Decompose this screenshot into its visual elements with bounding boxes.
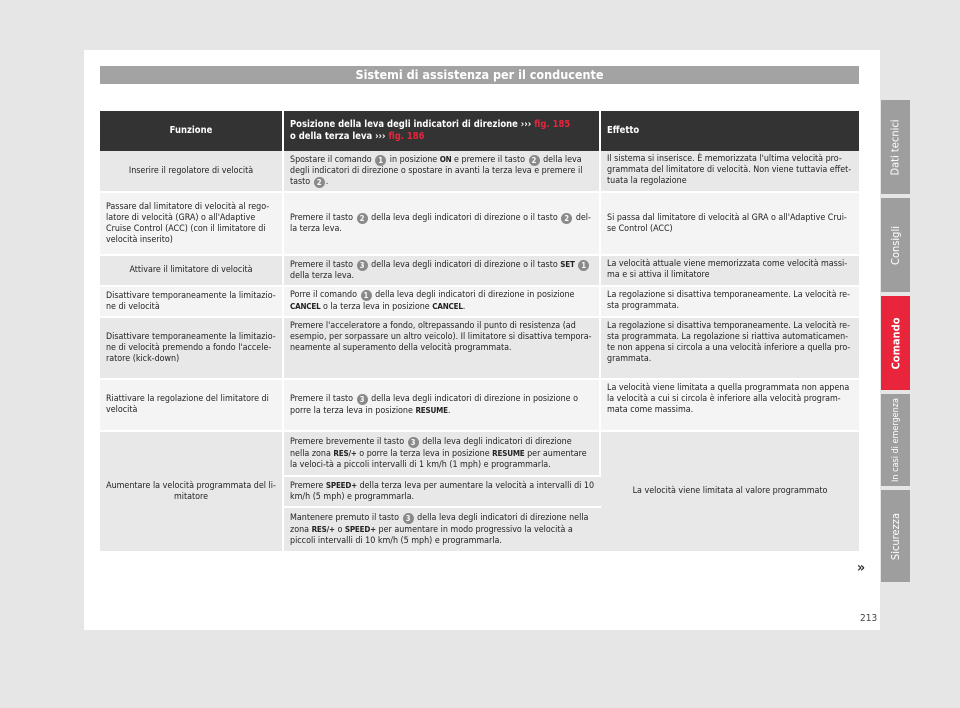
function-table: [100, 111, 859, 553]
number-badge: 1: [578, 260, 589, 271]
cell-effetto: Si passa dal limitatore di velocità al GRA o all'Adaptive Crui-se Control (ACC): [601, 193, 859, 256]
number-badge: 1: [361, 290, 372, 301]
key-res-plus: RES/+: [311, 524, 335, 534]
cell-funzione: Inserire il regolatore di velocità: [100, 151, 284, 193]
cell-effetto: La velocità attuale viene memorizzata come velocità massi-ma e si attiva il limitatore: [601, 256, 859, 287]
cell-funzione: Passare dal limitatore di velocità al rego-latore di velocità (GRA) o all'Adaptive Cruise Control (ACC) (con il limitatore di velocità inserito): [100, 193, 284, 256]
key-set: SET: [560, 260, 575, 269]
text: della terza leva per aumentare la velocità a intervalli di 10 km/h (5 mph) e programmarla.: [290, 481, 595, 502]
page-number: 213: [860, 613, 878, 624]
sidebar-tab-emergenza[interactable]: [881, 394, 910, 486]
cell-funzione: Disattivare temporaneamente la limitazio-ne di velocità: [100, 287, 284, 318]
cell-funzione: Aumentare la velocità programmata del li-mitatore: [100, 432, 284, 553]
text: della leva degli indicatori di direzione o spostare in avanti la terza leva e premere il tasto: [290, 155, 583, 187]
col-header-arrow-2: ›››: [375, 131, 386, 142]
text: .: [462, 302, 466, 312]
text: della leva degli indicatori di direzione o il tasto: [371, 260, 558, 270]
text: Premere brevemente il tasto: [290, 436, 405, 447]
text: Premere il tasto: [290, 393, 354, 404]
cell-posizione: [284, 151, 601, 193]
number-badge: 3: [357, 260, 368, 271]
text: o la terza leva in posizione: [323, 302, 430, 312]
sidebar-tab-comando[interactable]: [881, 296, 910, 390]
col-header-effetto: Effetto: [601, 111, 859, 151]
fig-185-link[interactable]: fig. 185: [534, 119, 571, 130]
col-header-posizione-line1: Posizione della leva degli indicatori di direzione: [290, 119, 518, 130]
key-cancel: CANCEL: [290, 302, 321, 311]
continue-arrow-icon: »: [857, 560, 866, 576]
sidebar-tab-dati-tecnici[interactable]: [881, 100, 910, 194]
key-resume: RESUME: [492, 448, 525, 458]
number-badge: 1: [375, 155, 386, 166]
cell-posizione: [284, 380, 601, 432]
table-row: [100, 193, 859, 256]
text: della terza leva.: [290, 271, 355, 281]
text: Premere il tasto: [290, 212, 354, 223]
sidebar-tab-label: In casi di emergenza: [890, 398, 901, 482]
cell-effetto: La regolazione si disattiva temporaneamente. La velocità re-sta programmata.: [601, 287, 859, 318]
table-row: [100, 287, 859, 318]
cell-posizione: [284, 508, 601, 553]
cell-funzione: Attivare il limitatore di velocità: [100, 256, 284, 287]
text: della leva degli indicatori di direzione o il tasto: [371, 212, 558, 223]
text: Spostare il comando: [290, 155, 372, 165]
text: e premere il tasto: [454, 155, 525, 165]
cell-funzione: Disattivare temporaneamente la limitazio-ne di velocità premendo a fondo l'accele-ratore (kick-down): [100, 318, 284, 380]
text: della leva degli indicatori di direzione nella zona: [290, 436, 572, 459]
text: Premere il tasto: [290, 260, 354, 270]
text: per aumentare in modo progressivo la velocità a piccoli intervalli di 10 km/h (5 mph) e programmarla.: [290, 524, 573, 546]
cell-funzione: Riattivare la regolazione del limitatore di velocità: [100, 380, 284, 432]
sidebar-tab-label: Dati tecnici: [889, 118, 902, 176]
text: .: [325, 177, 329, 187]
sidebar-tab-sicurezza[interactable]: [881, 490, 910, 582]
cell-effetto: La regolazione si disattiva temporaneamente. La velocità re-sta programmata. La regolazione si riattiva automaticamen-te non appena si circola a una velocità inferiore a quella pro-grammata.: [601, 318, 859, 380]
page-header: Sistemi di assistenza per il conducente: [100, 66, 859, 84]
text: o porre la terza leva in posizione: [359, 448, 490, 459]
text: o: [337, 524, 343, 535]
number-badge: 3: [357, 394, 368, 405]
cell-effetto: Il sistema si inserisce. È memorizzata l'ultima velocità pro-grammata del limitatore di velocità. Non viene tuttavia effet-tuata la regolazione: [601, 151, 859, 193]
col-header-posizione-line2: o della terza leva: [290, 131, 373, 142]
text: della leva degli indicatori di direzione nella zona: [290, 512, 589, 535]
number-badge: 2: [314, 177, 325, 188]
table-row: [100, 318, 859, 380]
cell-posizione: [284, 287, 601, 318]
key-on: ON: [439, 155, 452, 164]
number-badge: 3: [408, 437, 419, 448]
key-speed-plus: SPEED+: [344, 524, 376, 534]
sidebar-tab-label: Comando: [889, 317, 903, 369]
key-resume: RESUME: [415, 405, 448, 415]
col-header-arrow-1: ›››: [520, 119, 532, 130]
table-row: [100, 256, 859, 287]
cell-effetto: La velocità viene limitata al valore programmato: [601, 432, 859, 553]
number-badge: 2: [357, 213, 368, 224]
fig-186-link[interactable]: fig. 186: [388, 131, 425, 142]
text: in posizione: [389, 155, 438, 165]
key-cancel: CANCEL: [432, 302, 463, 311]
text: per aumentare la veloci-tà a piccoli intervalli di 1 km/h (1 mph) e programmarla.: [290, 448, 587, 470]
text: della leva degli indicatori di direzione in posizione o porre la terza leva in posizione: [290, 393, 578, 416]
cell-effetto: La velocità viene limitata a quella programmata non appena la velocità a cui si circola è inferiore alla velocità program-mata come massima.: [601, 380, 859, 432]
number-badge: 2: [529, 155, 540, 166]
cell-posizione: [284, 256, 601, 287]
col-header-posizione: [284, 111, 601, 151]
key-res-plus: RES/+: [333, 448, 357, 458]
text: Mantenere premuto il tasto: [290, 512, 400, 523]
text: Premere: [290, 481, 324, 491]
text: .: [447, 405, 451, 416]
text: della leva degli indicatori di direzione in posizione: [375, 290, 575, 300]
table-row: [100, 380, 859, 432]
cell-posizione: Premere l'acceleratore a fondo, oltrepassando il punto di resistenza (ad esempio, per sorpassare un altro veicolo). Il limitatore si disattiva tempora-neamente al superamento della velocità programmata.: [284, 318, 601, 380]
sidebar-tab-consigli[interactable]: [881, 198, 910, 292]
key-speed-plus: SPEED+: [325, 481, 358, 490]
number-badge: 3: [403, 513, 414, 524]
text: Porre il comando: [290, 290, 357, 300]
text: del-la terza leva.: [290, 212, 591, 234]
sidebar-tab-label: Sicurezza: [889, 512, 902, 560]
sidebar-tab-label: Consigli: [889, 225, 902, 265]
table-row: [100, 432, 859, 477]
table-row: [100, 151, 859, 193]
number-badge: 2: [561, 213, 572, 224]
table-header-row: [100, 111, 859, 151]
cell-posizione: [284, 432, 601, 477]
cell-posizione: [284, 477, 601, 508]
cell-posizione: [284, 193, 601, 256]
col-header-funzione: Funzione: [100, 111, 284, 151]
